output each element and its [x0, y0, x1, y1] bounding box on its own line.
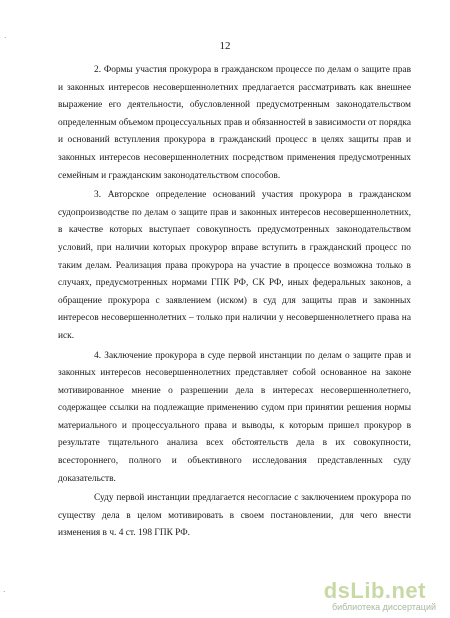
document-body [58, 62, 411, 543]
scan-speck: · [3, 588, 6, 596]
watermark-tagline: библиотека диссертаций [331, 602, 436, 612]
watermark-logo: dsLib.net [323, 578, 426, 603]
paragraph-grounds: 3. Авторское определение оснований участия прокурора в гражданском судопроизводстве по делам о защите прав и законных интересов несовершеннолетних, в качестве которых выступает совокупность предусмотренных законодательством условий, при наличии которых прокурор вправе вступить в гражданский процесс по таким делам. Реализация права прокурора на участие в процессе возможна только в случаях, предусмотренных нормами ГПК РФ, СК РФ, иных федеральных законов, а обращение прокурора с заявлением (иском) в суд для защиты прав и законных интересов несовершеннолетних – только при наличии у несовершеннолетнего права на иск. [58, 190, 411, 341]
paragraph-forms: 2. Формы участия прокурора в гражданском процессе по делам о защите прав и законных интересов несовершеннолетних предлагается рассматривать как внешнее выражение его деятельности, обусловленной предусмотренным законодательством определенным объемом процессуальных прав и обязанностей в зависимости от порядка и оснований вступления прокурора в гражданский процесс в целях защиты прав и законных интересов несовершеннолетних посредством применения предусмотренных семейным и гражданским законодательством способов. [58, 65, 411, 181]
watermark [292, 578, 442, 612]
paragraph-court-disagreement: Суду первой инстанции предлагается несогласие с заключением прокурора по существу дела в целом мотивировать в своем постановлении, для чего внести изменения в ч. 4 ст. 198 ГПК РФ. [58, 493, 411, 539]
paragraph-conclusion: 4. Заключение прокурора в суде первой инстанции по делам о защите прав и законных интересов несовершеннолетних представляет собой основанное на законе мотивированное мнение о разрешении дела в интересах несовершеннолетнего, содержащее ссылки на подлежащие применению судом при принятии решения нормы материального и процессуального права и выводы, к которым пришел прокурор в результате тщательного анализа всех обстоятельств дела в их совокупности, всестороннего, полного и объективного исследования представленных суду доказательств. [58, 350, 411, 484]
scan-speck: · [4, 34, 7, 42]
page-number: 12 [219, 40, 231, 52]
